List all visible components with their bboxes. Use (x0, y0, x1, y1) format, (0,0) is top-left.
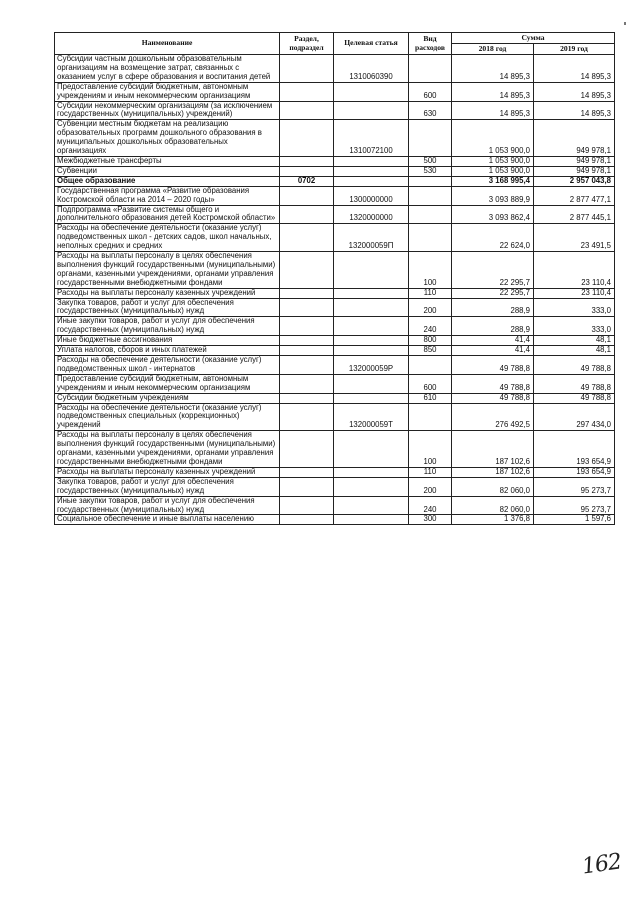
cell-target (334, 317, 409, 336)
table-row (55, 82, 615, 101)
header-section: Раздел, подраздел (280, 33, 334, 55)
cell-target: 1300000000 (334, 186, 409, 205)
cell-sum-2019: 2 957 043,8 (534, 176, 615, 186)
cell-name: Уплата налогов, сборов и иных платежей (55, 346, 280, 356)
header-target: Целевая статья (334, 33, 409, 55)
cell-sum-2018: 14 895,3 (452, 55, 534, 83)
cell-sum-2018: 82 060,0 (452, 477, 534, 496)
cell-sum-2018: 14 895,3 (452, 82, 534, 101)
cell-section (280, 356, 334, 375)
cell-target: 1310060390 (334, 55, 409, 83)
cell-target: 132000059П (334, 224, 409, 252)
table-row (55, 252, 615, 289)
cell-section (280, 120, 334, 157)
cell-section (280, 515, 334, 525)
cell-sum-2019: 333,0 (534, 298, 615, 317)
cell-section (280, 166, 334, 176)
cell-target (334, 288, 409, 298)
cell-section (280, 346, 334, 356)
cell-type: 800 (409, 336, 452, 346)
cell-sum-2019: 1 597,6 (534, 515, 615, 525)
cell-section (280, 496, 334, 515)
table-row (55, 55, 615, 83)
cell-sum-2019: 2 877 477,1 (534, 186, 615, 205)
table-row (55, 166, 615, 176)
cell-sum-2018: 49 788,8 (452, 393, 534, 403)
cell-section (280, 156, 334, 166)
cell-name: Расходы на обеспечение деятельности (оказание услуг) подведомственных специальных (коррекционных) учреждений (55, 403, 280, 431)
cell-target (334, 515, 409, 525)
cell-name: Предоставление субсидий бюджетным, автономным учреждениям и иным некоммерческим организациям (55, 374, 280, 393)
table-row (55, 374, 615, 393)
cell-section (280, 431, 334, 468)
cell-name: Государственная программа «Развитие образования Костромской области на 2014 – 2020 годы» (55, 186, 280, 205)
cell-section (280, 467, 334, 477)
cell-target (334, 477, 409, 496)
cell-type: 630 (409, 101, 452, 120)
cell-name: Субвенции местным бюджетам на реализацию образовательных программ дошкольного образования в муниципальных дошкольных образовательных организациях (55, 120, 280, 157)
cell-name: Общее образование (55, 176, 280, 186)
cell-sum-2018: 22 295,7 (452, 288, 534, 298)
cell-target: 1310072100 (334, 120, 409, 157)
budget-table (54, 32, 615, 525)
cell-sum-2019: 2 877 445,1 (534, 205, 615, 224)
cell-section (280, 477, 334, 496)
table-row (55, 496, 615, 515)
header-name: Наименование (55, 33, 280, 55)
cell-type: 240 (409, 317, 452, 336)
cell-target (334, 336, 409, 346)
cell-target (334, 176, 409, 186)
cell-target: 1320000000 (334, 205, 409, 224)
cell-name: Расходы на обеспечение деятельности (оказание услуг) подведомственных школ - детских садов, школ начальных, неполных средних и средних (55, 224, 280, 252)
cell-sum-2018: 41,4 (452, 346, 534, 356)
cell-type (409, 403, 452, 431)
cell-type: 100 (409, 431, 452, 468)
cell-name: Расходы на выплаты персоналу в целях обеспечения выполнения функций государственными (муниципальными) органами, казенными учреждениями, органами управления государственными внебюджетными фондами (55, 431, 280, 468)
cell-type: 110 (409, 467, 452, 477)
cell-type: 240 (409, 496, 452, 515)
cell-sum-2019: 48,1 (534, 346, 615, 356)
cell-section (280, 317, 334, 336)
cell-sum-2019: 23 110,4 (534, 252, 615, 289)
table-row (55, 356, 615, 375)
cell-type: 500 (409, 156, 452, 166)
cell-sum-2018: 187 102,6 (452, 431, 534, 468)
scan-speck (624, 22, 626, 25)
table-row (55, 176, 615, 186)
cell-name: Предоставление субсидий бюджетным, автономным учреждениям и иным некоммерческим организациям (55, 82, 280, 101)
cell-name: Иные закупки товаров, работ и услуг для обеспечения государственных (муниципальных) нужд (55, 317, 280, 336)
cell-target (334, 431, 409, 468)
cell-name: Расходы на выплаты персоналу казенных учреждений (55, 467, 280, 477)
cell-type: 850 (409, 346, 452, 356)
table-row (55, 403, 615, 431)
cell-sum-2018: 41,4 (452, 336, 534, 346)
cell-name: Закупка товаров, работ и услуг для обеспечения государственных (муниципальных) нужд (55, 298, 280, 317)
cell-sum-2018: 288,9 (452, 298, 534, 317)
table-row (55, 288, 615, 298)
cell-section (280, 298, 334, 317)
table-row (55, 186, 615, 205)
cell-type: 300 (409, 515, 452, 525)
cell-sum-2019: 14 895,3 (534, 55, 615, 83)
cell-section (280, 55, 334, 83)
cell-sum-2019: 95 273,7 (534, 496, 615, 515)
table-body (55, 55, 615, 525)
cell-sum-2018: 49 788,8 (452, 356, 534, 375)
handwritten-page-number: 162 (580, 849, 623, 880)
cell-target: 132000059Т (334, 403, 409, 431)
cell-sum-2018: 1 053 900,0 (452, 120, 534, 157)
cell-type (409, 224, 452, 252)
cell-section (280, 288, 334, 298)
table-row (55, 298, 615, 317)
cell-target (334, 346, 409, 356)
cell-sum-2019: 14 895,3 (534, 82, 615, 101)
cell-type: 600 (409, 82, 452, 101)
cell-type (409, 186, 452, 205)
table-row (55, 346, 615, 356)
cell-name: Подпрограмма «Развитие системы общего и дополнительного образования детей Костромской области» (55, 205, 280, 224)
cell-name: Расходы на обеспечение деятельности (оказание услуг) подведомственных школ - интернатов (55, 356, 280, 375)
cell-name: Расходы на выплаты персоналу казенных учреждений (55, 288, 280, 298)
cell-name: Иные бюджетные ассигнования (55, 336, 280, 346)
header-type: Вид расходов (409, 33, 452, 55)
cell-sum-2019: 297 434,0 (534, 403, 615, 431)
cell-sum-2018: 276 492,5 (452, 403, 534, 431)
cell-target (334, 101, 409, 120)
table-row (55, 205, 615, 224)
cell-sum-2019: 23 491,5 (534, 224, 615, 252)
cell-section (280, 186, 334, 205)
cell-sum-2019: 193 654,9 (534, 431, 615, 468)
cell-section (280, 336, 334, 346)
cell-sum-2018: 288,9 (452, 317, 534, 336)
cell-target (334, 82, 409, 101)
cell-section (280, 374, 334, 393)
cell-sum-2019: 49 788,8 (534, 393, 615, 403)
cell-type: 100 (409, 252, 452, 289)
cell-sum-2019: 49 788,8 (534, 374, 615, 393)
cell-sum-2019: 14 895,3 (534, 101, 615, 120)
cell-type: 110 (409, 288, 452, 298)
cell-type: 200 (409, 477, 452, 496)
cell-sum-2019: 949 978,1 (534, 120, 615, 157)
cell-sum-2019: 49 788,8 (534, 356, 615, 375)
cell-sum-2018: 14 895,3 (452, 101, 534, 120)
table-header (55, 33, 615, 55)
table-row (55, 515, 615, 525)
cell-name: Расходы на выплаты персоналу в целях обеспечения выполнения функций государственными (муниципальными) органами, казенными учреждениями, органами управления государственными внебюджетными фондами (55, 252, 280, 289)
table-row (55, 336, 615, 346)
cell-target (334, 298, 409, 317)
cell-type: 600 (409, 374, 452, 393)
cell-type: 200 (409, 298, 452, 317)
cell-target (334, 156, 409, 166)
cell-sum-2019: 193 654,9 (534, 467, 615, 477)
cell-sum-2018: 3 168 995,4 (452, 176, 534, 186)
cell-sum-2018: 187 102,6 (452, 467, 534, 477)
cell-sum-2018: 49 788,8 (452, 374, 534, 393)
cell-sum-2018: 3 093 889,9 (452, 186, 534, 205)
cell-target (334, 252, 409, 289)
table-row (55, 317, 615, 336)
cell-sum-2019: 333,0 (534, 317, 615, 336)
cell-sum-2019: 95 273,7 (534, 477, 615, 496)
cell-target (334, 166, 409, 176)
cell-sum-2018: 3 093 862,4 (452, 205, 534, 224)
cell-type (409, 176, 452, 186)
header-year-2018: 2018 год (452, 44, 534, 55)
cell-section (280, 252, 334, 289)
cell-section: 0702 (280, 176, 334, 186)
cell-target (334, 496, 409, 515)
cell-type (409, 55, 452, 83)
cell-target (334, 467, 409, 477)
cell-section (280, 224, 334, 252)
cell-section (280, 82, 334, 101)
cell-sum-2018: 1 053 900,0 (452, 156, 534, 166)
header-year-2019: 2019 год (534, 44, 615, 55)
cell-name: Межбюджетные трансферты (55, 156, 280, 166)
cell-target (334, 393, 409, 403)
table-row (55, 156, 615, 166)
cell-section (280, 403, 334, 431)
cell-sum-2019: 949 978,1 (534, 156, 615, 166)
cell-type (409, 120, 452, 157)
cell-name: Закупка товаров, работ и услуг для обеспечения государственных (муниципальных) нужд (55, 477, 280, 496)
cell-type: 530 (409, 166, 452, 176)
cell-name: Субсидии частным дошкольным образовательным организациям на возмещение затрат, связанных с оказанием услуг в сфере образования и воспитания детей (55, 55, 280, 83)
cell-target: 132000059Р (334, 356, 409, 375)
table-row (55, 431, 615, 468)
header-sum: Сумма (452, 33, 615, 44)
cell-type (409, 356, 452, 375)
cell-name: Иные закупки товаров, работ и услуг для обеспечения государственных (муниципальных) нужд (55, 496, 280, 515)
table-row (55, 101, 615, 120)
cell-type (409, 205, 452, 224)
cell-sum-2018: 82 060,0 (452, 496, 534, 515)
cell-sum-2018: 1 053 900,0 (452, 166, 534, 176)
cell-name: Субвенции (55, 166, 280, 176)
cell-sum-2019: 949 978,1 (534, 166, 615, 176)
cell-section (280, 393, 334, 403)
cell-type: 610 (409, 393, 452, 403)
cell-sum-2018: 1 376,8 (452, 515, 534, 525)
cell-name: Субсидии бюджетным учреждениям (55, 393, 280, 403)
cell-name: Социальное обеспечение и иные выплаты населению (55, 515, 280, 525)
cell-target (334, 374, 409, 393)
cell-sum-2019: 23 110,4 (534, 288, 615, 298)
table-row (55, 120, 615, 157)
cell-sum-2018: 22 624,0 (452, 224, 534, 252)
cell-section (280, 101, 334, 120)
cell-sum-2019: 48,1 (534, 336, 615, 346)
cell-section (280, 205, 334, 224)
cell-sum-2018: 22 295,7 (452, 252, 534, 289)
table-row (55, 467, 615, 477)
table-row (55, 393, 615, 403)
table-row (55, 224, 615, 252)
cell-name: Субсидии некоммерческим организациям (за исключением государственных (муниципальных) учреждений) (55, 101, 280, 120)
table-row (55, 477, 615, 496)
